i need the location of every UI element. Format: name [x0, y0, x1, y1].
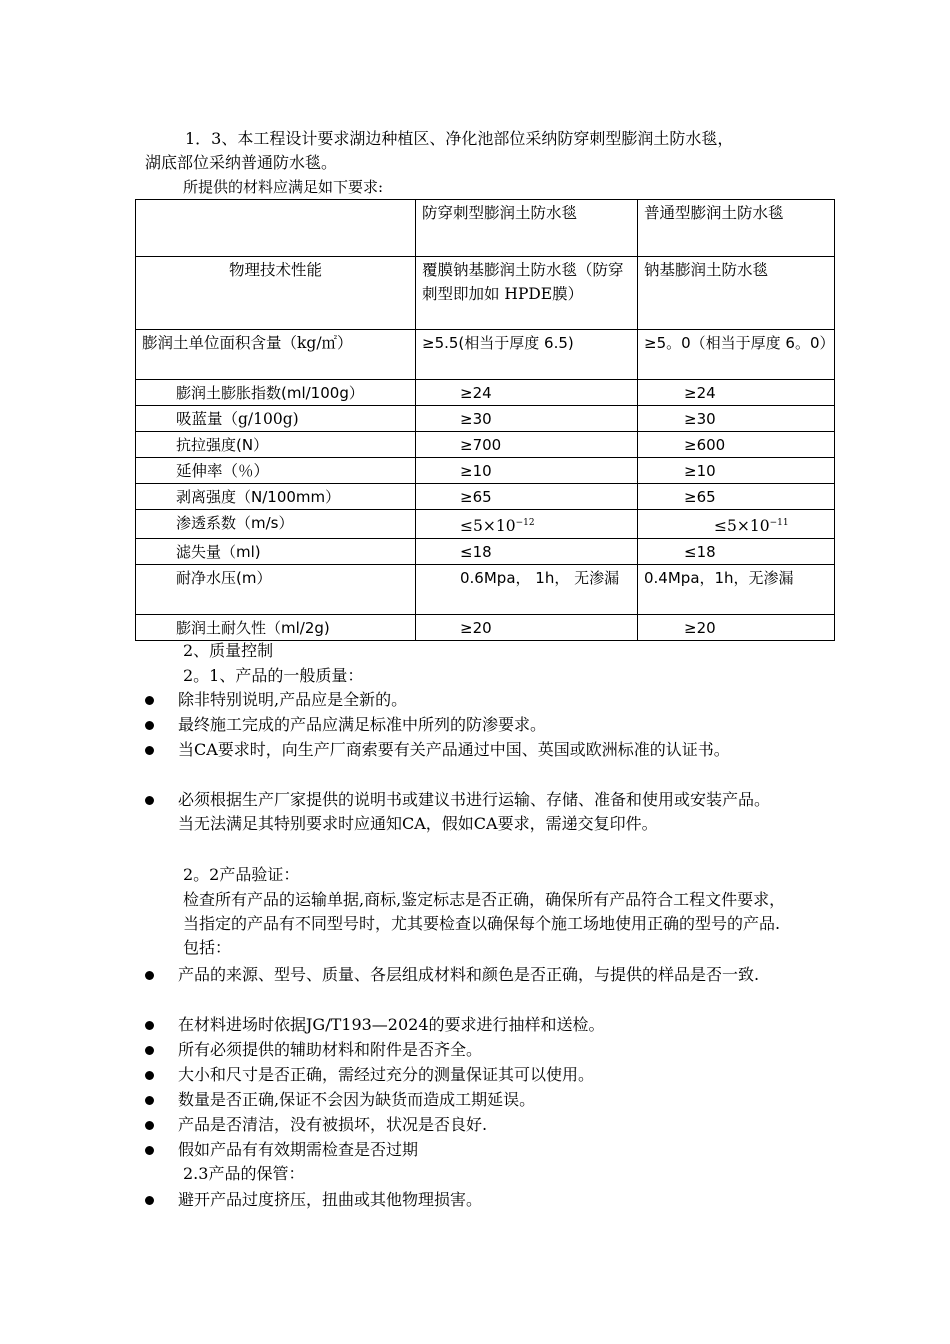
table-row [136, 510, 835, 539]
list-item: 大小和尺寸是否正确，需经过充分的测量保证其可以使用。 [145, 1063, 815, 1087]
list-item: 当CA要求时，向生产厂商索要有关产品通过中国、英国或欧洲标准的认证书。 [145, 738, 785, 762]
row-name: 抗拉强度(N） [136, 432, 416, 458]
row-value-1: ≥700 [416, 432, 638, 458]
bullet-icon [145, 1146, 154, 1155]
list-item: 最终施工完成的产品应满足标准中所列的防渗要求。 [145, 713, 815, 737]
list-item: 在材料进场时依据JG/T193—2024的要求进行抽样和送检。 [145, 1013, 815, 1037]
row-value-2: ≥30 [638, 406, 835, 432]
row-name: 耐净水压(m） [136, 565, 416, 615]
table-row [136, 615, 835, 641]
bullet-icon [145, 1196, 154, 1205]
subheader-col3: 钠基膨润土防水毯 [638, 257, 835, 330]
row-name: 膨润土膨胀指数(ml/100g） [136, 380, 416, 406]
header-col2: 防穿刺型膨润土防水毯 [416, 200, 638, 257]
value-exponent: −12 [515, 518, 535, 528]
row-name: 滤失量（ml) [136, 539, 416, 565]
subheader-col1: 物理技术性能 [136, 257, 416, 330]
row-value-2: ≥5。0（相当于厚度 6。0） [638, 330, 835, 380]
row-value-1 [416, 510, 638, 539]
row-value-2: ≥20 [638, 615, 835, 641]
table-row [136, 330, 835, 380]
row-value-2: ≥10 [638, 458, 835, 484]
row-value-2: 0.4Mpa，1h，无渗漏 [638, 565, 835, 615]
bullet-icon [145, 721, 154, 730]
row-value-1: ≥24 [416, 380, 638, 406]
table-row [136, 432, 835, 458]
bullet-icon [145, 1096, 154, 1105]
table-subheader-row [136, 257, 835, 330]
value-base: ≤5×10 [714, 517, 770, 535]
row-value-1: ≥65 [416, 484, 638, 510]
subsection-2-3: 2.3产品的保管： [183, 1164, 305, 1183]
bullet-icon [145, 1071, 154, 1080]
bullet-icon [145, 1021, 154, 1030]
row-name: 渗透系数（m/s） [136, 510, 416, 539]
table-header-row [136, 200, 835, 257]
value-exponent: −11 [769, 518, 789, 528]
intro-line-2: 湖底部位采纳普通防水毯。 [145, 153, 338, 172]
row-value-1: ≥10 [416, 458, 638, 484]
table-row [136, 380, 835, 406]
list-item: 除非特别说明,产品应是全新的。 [145, 688, 815, 712]
table-row [136, 484, 835, 510]
subsection-2-2: 2。2产品验证： [183, 865, 300, 884]
row-name: 膨润土耐久性（ml/2g) [136, 615, 416, 641]
list-item: 产品是否清洁，没有被损坏，状况是否良好. [145, 1113, 815, 1137]
header-empty-cell [136, 200, 416, 257]
row-name: 膨润土单位面积含量（kg/㎡） [136, 330, 416, 380]
row-name: 剥离强度（N/100mm） [136, 484, 416, 510]
list-item: 假如产品有有效期需检查是否过期 [145, 1138, 815, 1162]
row-value-1: ≥5.5(相当于厚度 6.5) [416, 330, 638, 380]
bullet-icon [145, 1121, 154, 1130]
subsection-2-1: 2。1、产品的一般质量： [183, 666, 364, 685]
table-row [136, 406, 835, 432]
table-row [136, 539, 835, 565]
row-value-2: ≥600 [638, 432, 835, 458]
intro-line-1: 1．3、本工程设计要求湖边种植区、净化池部位采纳防穿刺型膨润土防水毯， [185, 129, 734, 148]
row-value-1: ≥30 [416, 406, 638, 432]
list-item: 避开产品过度挤压，扭曲或其他物理损害。 [145, 1188, 815, 1212]
bullet-icon [145, 696, 154, 705]
row-value-2: ≥65 [638, 484, 835, 510]
table-row [136, 565, 835, 615]
row-name: 吸蓝量（g/100g) [136, 406, 416, 432]
list-item: 必须根据生产厂家提供的说明书或建议书进行运输、存储、准备和使用或安装产品。当无法满足其特别要求时应通知CA，假如CA要求，需递交复印件。 [145, 788, 785, 836]
bullet-icon [145, 796, 154, 805]
subsection-2-2-text: 检查所有产品的运输单据,商标,鉴定标志是否正确，确保所有产品符合工程文件要求，当指定的产品有不同型号时，尤其要检查以确保每个施工场地使用正确的型号的产品.包括： [183, 890, 786, 957]
list-item: 数量是否正确,保证不会因为缺货而造成工期延误。 [145, 1088, 815, 1112]
spec-table [135, 199, 835, 641]
header-col3: 普通型膨润土防水毯 [638, 200, 835, 257]
row-value-1: ≤18 [416, 539, 638, 565]
row-value-2: ≥24 [638, 380, 835, 406]
row-value-1: 0.6Mpa， 1h， 无渗漏 [416, 565, 638, 615]
bullet-icon [145, 971, 154, 980]
table-row [136, 458, 835, 484]
section-title: 2、质量控制 [183, 641, 274, 660]
row-value-2: ≤18 [638, 539, 835, 565]
row-name: 延伸率（％） [136, 458, 416, 484]
list-item: 产品的来源、型号、质量、各层组成材料和颜色是否正确，与提供的样品是否一致. [145, 963, 785, 987]
list-item: 所有必须提供的辅助材料和附件是否齐全。 [145, 1038, 815, 1062]
intro-line-3: 所提供的材料应满足如下要求: [183, 178, 384, 196]
row-value-2 [638, 510, 835, 539]
value-base: ≤5×10 [460, 517, 516, 535]
bullet-icon [145, 1046, 154, 1055]
row-value-1: ≥20 [416, 615, 638, 641]
bullet-icon [145, 746, 154, 755]
subheader-col2: 覆膜钠基膨润土防水毯（防穿刺型即加如 HPDE膜） [416, 257, 638, 330]
